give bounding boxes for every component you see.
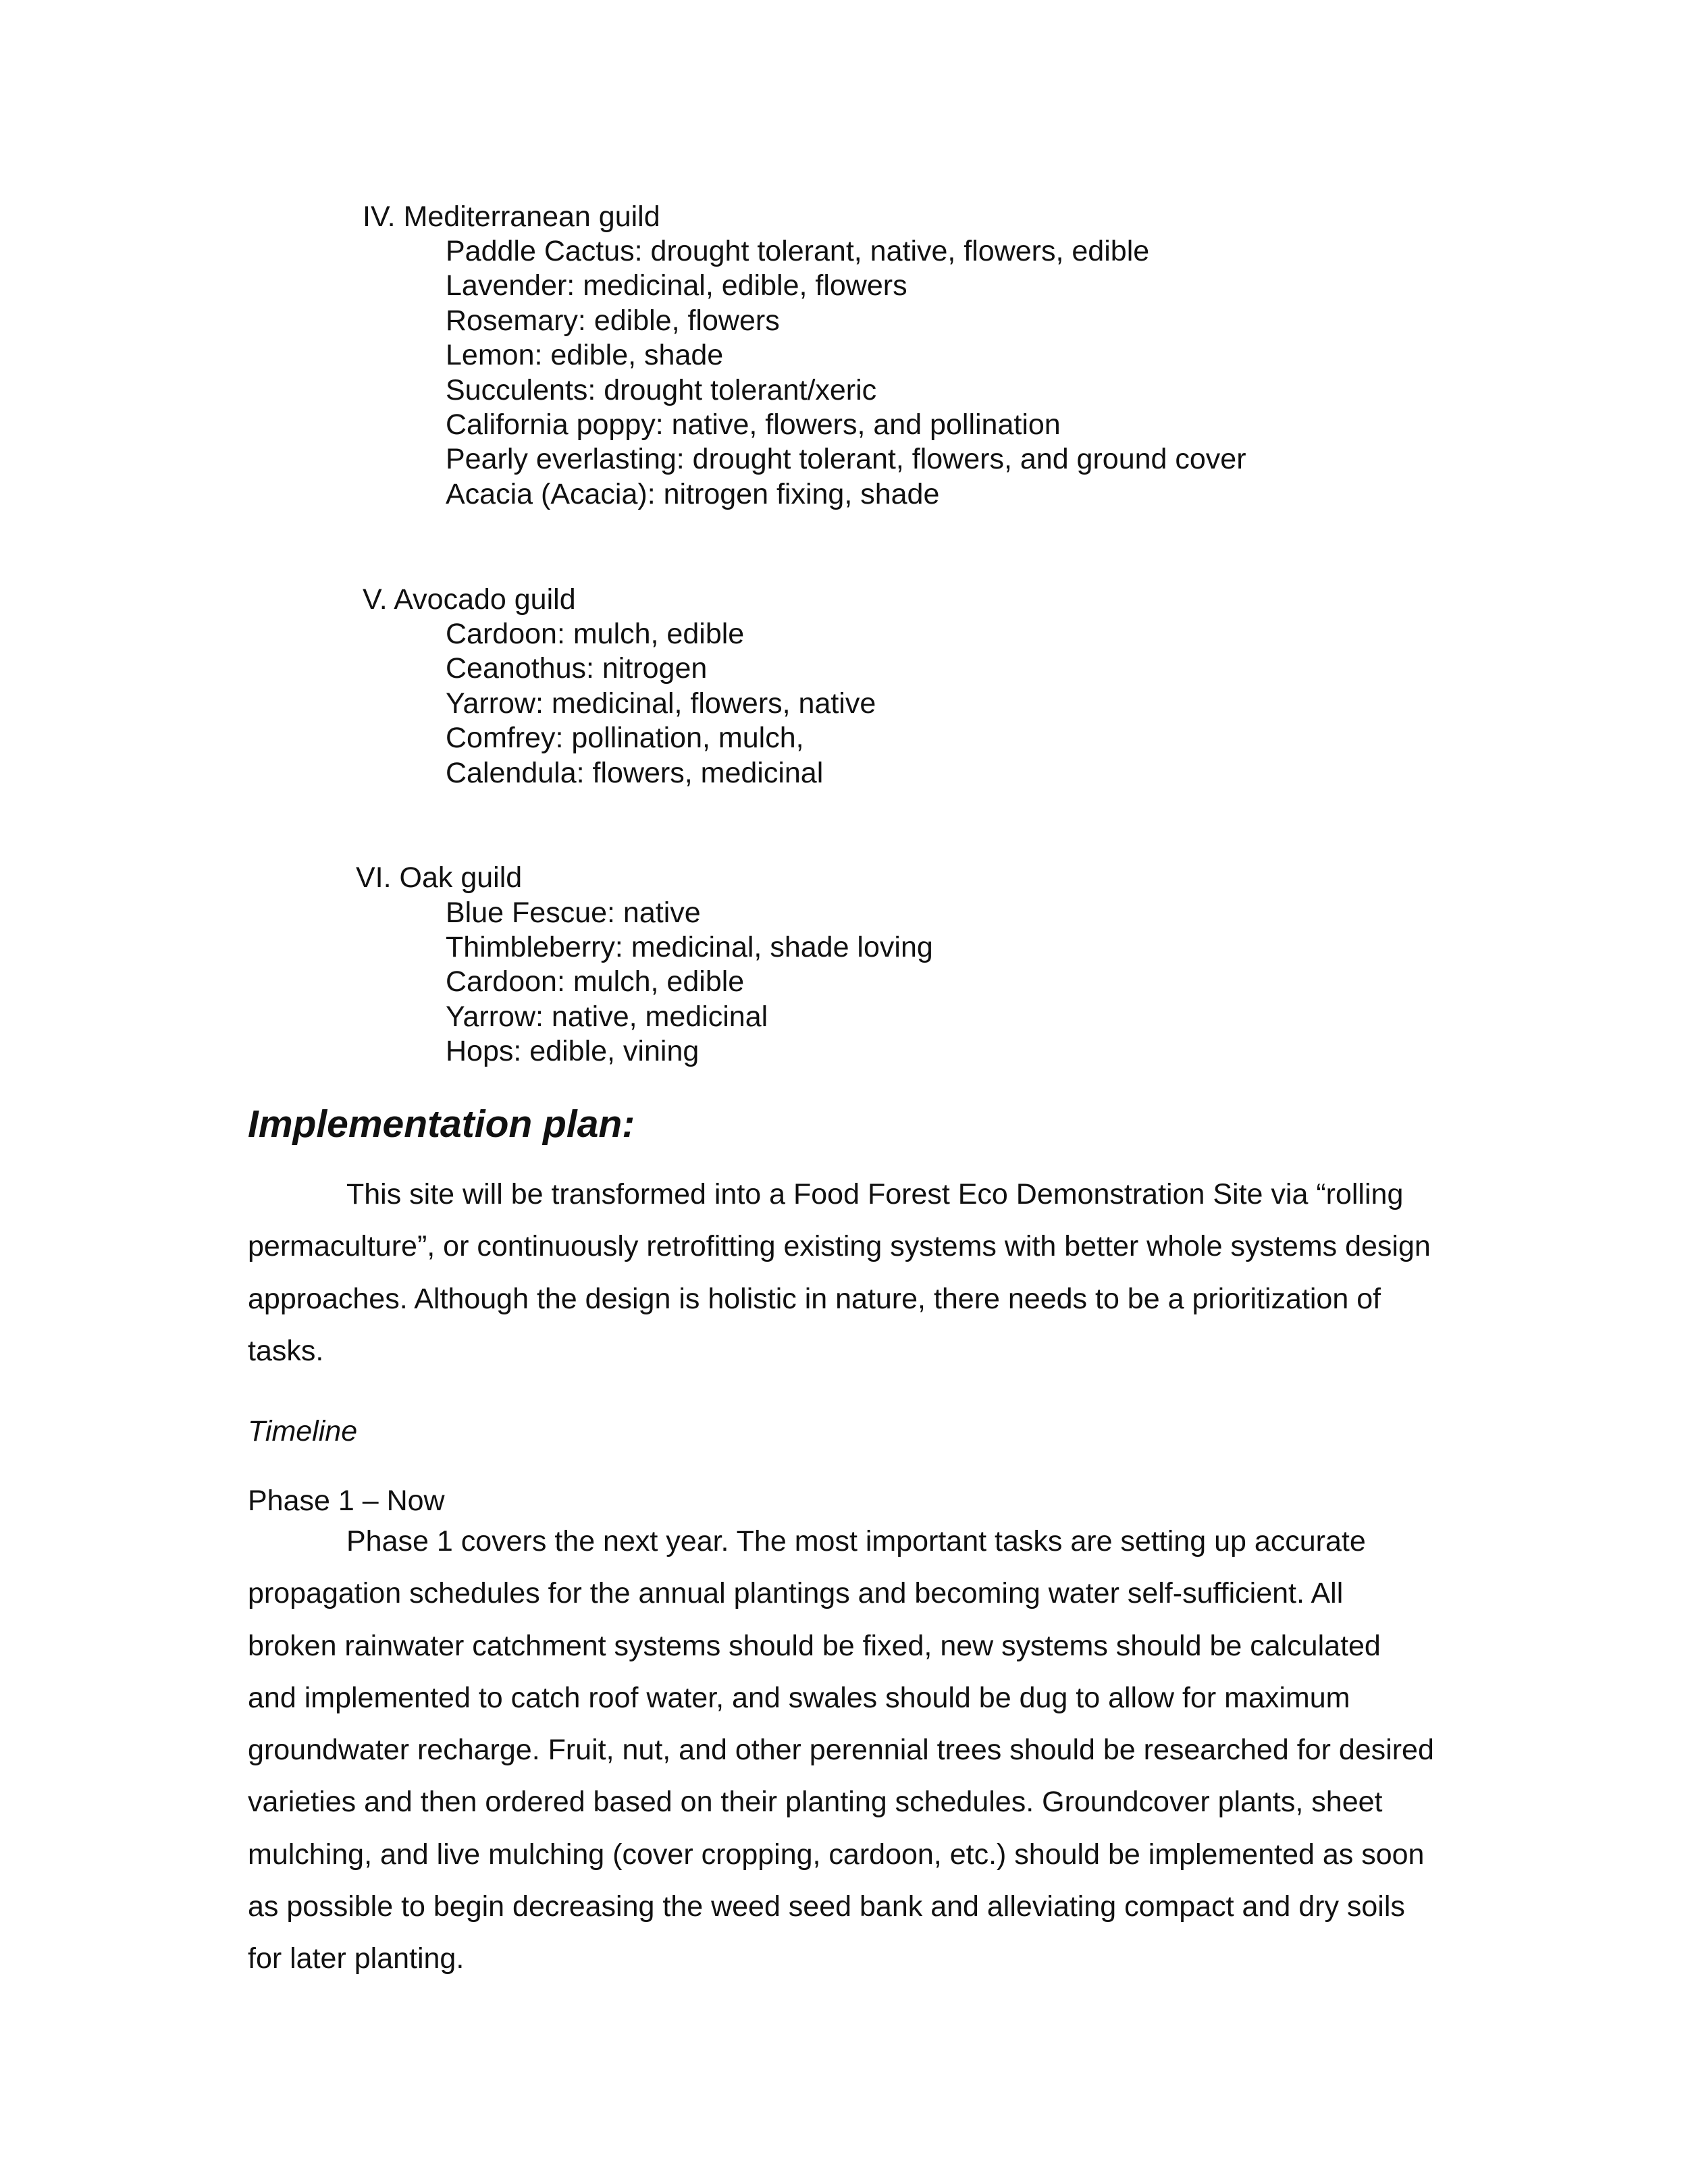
guild-item: Rosemary: edible, flowers: [446, 304, 780, 337]
intro-text: This site will be transformed into a Food Forest Eco Demonstration Site via “rolling permaculture”, or continuously retrofitting existing systems with better whole systems design approaches. Although the design is holistic in nature, there needs to be a prioritization of tasks.: [248, 1178, 1431, 1367]
guild-item: Succulents: drought tolerant/xeric: [446, 374, 877, 406]
phase1-text: Phase 1 covers the next year. The most important tasks are setting up accurate propagation schedules for the annual plantings and becoming water self-sufficient. All broken rainwater catchment systems should be fixed, new systems should be calculated and implemented to catch roof water, and swales should be dug to allow for maximum groundwater recharge. Fruit, nut, and other perennial trees should be researched for desired varieties and then ordered based on their planting schedules. Groundcover plants, sheet mulching, and live mulching (cover cropping, cardoon, etc.) should be implemented as soon as possible to begin decreasing the weed seed bank and alleviating compact and dry soils for later planting.: [248, 1525, 1434, 1975]
phase1-paragraph: [248, 1516, 1436, 1986]
guild-item: Calendula: flowers, medicinal: [446, 757, 824, 789]
guild-item: Lemon: edible, shade: [446, 339, 724, 371]
guild-title-avocado: V. Avocado guild: [363, 583, 576, 616]
guild-item: Yarrow: medicinal, flowers, native: [446, 687, 876, 720]
intro-paragraph: [248, 1169, 1436, 1377]
guild-item: Acacia (Acacia): nitrogen fixing, shade: [446, 478, 940, 510]
guild-item: Paddle Cactus: drought tolerant, native, flowers, edible: [446, 235, 1150, 267]
guild-item: Cardoon: mulch, edible: [446, 965, 745, 998]
timeline-label: Timeline: [248, 1415, 358, 1447]
guild-item: Ceanothus: nitrogen: [446, 652, 708, 685]
guild-item: Thimbleberry: medicinal, shade loving: [446, 931, 933, 963]
section-heading: Implementation plan:: [248, 1102, 635, 1146]
phase-title: Phase 1 – Now: [248, 1485, 445, 1517]
guild-item: California poppy: native, flowers, and pollination: [446, 408, 1061, 441]
guild-item: Pearly everlasting: drought tolerant, flowers, and ground cover: [446, 443, 1246, 475]
guild-item: Lavender: medicinal, edible, flowers: [446, 269, 907, 302]
guild-item: Comfrey: pollination, mulch,: [446, 722, 804, 754]
guild-item: Hops: edible, vining: [446, 1035, 700, 1067]
guild-title-oak: VI. Oak guild: [356, 861, 523, 894]
guild-item: Yarrow: native, medicinal: [446, 1001, 768, 1033]
guild-item: Cardoon: mulch, edible: [446, 618, 745, 650]
guild-title-mediterranean: IV. Mediterranean guild: [363, 201, 660, 233]
guild-item: Blue Fescue: native: [446, 897, 701, 929]
